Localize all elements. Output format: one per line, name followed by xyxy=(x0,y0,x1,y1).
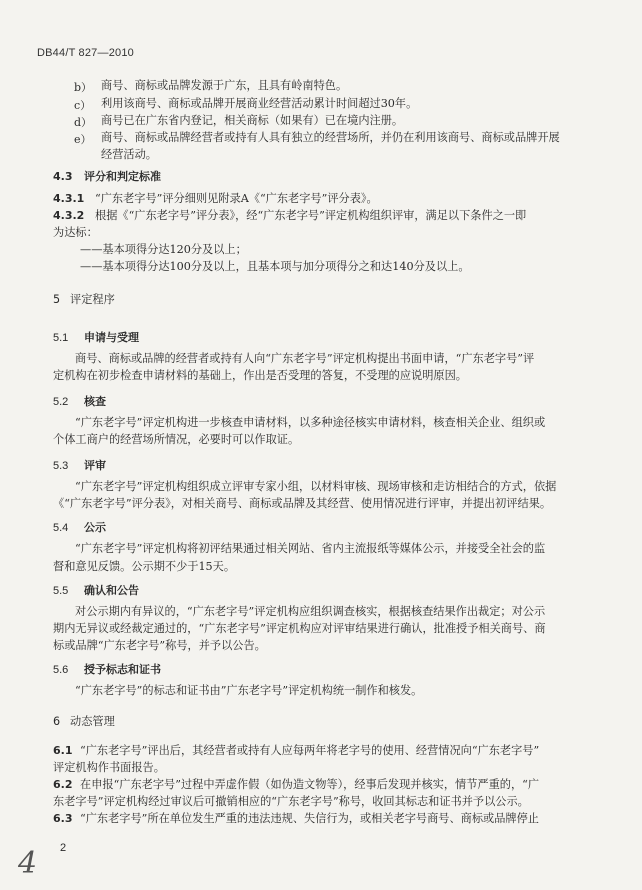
section-5-6-title: 授予标志和证书 xyxy=(84,663,161,676)
list-letter-c: c） xyxy=(74,99,92,112)
list-item-b: 商号、商标或品牌发源于广东，且具有岭南特色。 xyxy=(101,79,348,92)
section-5-title: 评定程序 xyxy=(70,293,115,306)
section-5-2-title: 核查 xyxy=(84,395,106,408)
page-number: 2 xyxy=(60,842,67,854)
section-5-3-line-1: “广东老字号”评定机构组织成立评审专家小组，以材料审核、现场审核和走访相结合的方式，依据 xyxy=(75,480,557,493)
clause-4-3-1-text: “广东老字号”评分细则见附录A《“广东老字号”评分表》。 xyxy=(95,192,378,205)
criterion-1: ——基本项得分达120分及以上； xyxy=(80,243,247,256)
section-5-1-title: 申请与受理 xyxy=(84,331,139,344)
clause-6-2-number: 6.2 xyxy=(53,778,73,791)
section-5-3-number: 5.3 xyxy=(53,460,69,472)
list-item-d: 商号已在广东省内登记，相关商标（如果有）已在境内注册。 xyxy=(101,114,404,127)
clause-6-2-line-1: 在申报“广东老字号”过程中弄虚作假（如伪造文物等），经事后发现并核实，情节严重的，“广 xyxy=(80,778,540,791)
section-4-3-title: 评分和判定标准 xyxy=(84,170,161,183)
section-5-3-line-2: 《“广东老字号”评分表》，对相关商号、商标或品牌及其经营、使用情况进行评审，并提出初评结果。 xyxy=(53,497,552,510)
clause-6-1-line-2: 评定机构作书面报告。 xyxy=(53,761,165,774)
section-5-4-line-1: “广东老字号”评定机构将初评结果通过相关网站、省内主流报纸等媒体公示，并接受全社会的监 xyxy=(75,542,546,555)
section-5-5-line-3: 标或品牌“广东老字号”称号，并予以公告。 xyxy=(53,639,266,652)
section-5-2-line-1: “广东老字号”评定机构进一步核查申请材料，以多种途径核实申请材料，核查相关企业、组织或 xyxy=(75,416,546,429)
list-item-e: 商号、商标或品牌经营者或持有人具有独立的经营场所，并仍在利用该商号、商标或品牌开展 xyxy=(101,131,560,144)
clause-6-1-line-1: “广东老字号”评出后，其经营者或持有人应每两年将老字号的使用、经营情况向“广东老字号” xyxy=(80,744,540,757)
clause-4-3-2-text: 根据《“广东老字号”评分表》，经“广东老字号”评定机构组织评审，满足以下条件之一即 xyxy=(95,209,527,222)
section-5-5-line-1: 对公示期内有异议的，“广东老字号”评定机构应组织调查核实，根据核查结果作出裁定；对公示 xyxy=(75,605,546,618)
section-5-2-line-2: 个体工商户的经营场所情况，必要时可以作取证。 xyxy=(53,433,300,446)
section-6-number: 6 xyxy=(53,715,61,728)
section-5-1-line-2: 定机构在初步检查申请材料的基础上，作出是否受理的答复，不受理的应说明原因。 xyxy=(53,369,467,382)
clause-6-1-number: 6.1 xyxy=(53,744,73,757)
clause-4-3-2-number: 4.3.2 xyxy=(53,209,85,222)
section-5-6-line-1: “广东老字号”的标志和证书由”广东老字号”评定机构统一制作和核发。 xyxy=(75,684,423,697)
section-5-2-number: 5.2 xyxy=(53,396,69,408)
criterion-2: ——基本项得分达100分及以上，且基本项与加分项得分之和达140分及以上。 xyxy=(80,260,470,273)
list-letter-d: d） xyxy=(74,116,93,129)
clause-4-3-2-text-cont: 为达标： xyxy=(53,226,98,239)
section-4-3-number: 4.3 xyxy=(53,170,73,183)
handwritten-page-mark: 4 xyxy=(18,846,38,881)
section-5-5-number: 5.5 xyxy=(53,585,69,597)
clause-4-3-1-number: 4.3.1 xyxy=(53,192,85,205)
section-5-4-line-2: 督和意见反馈。公示期不少于15天。 xyxy=(53,560,236,573)
section-5-3-title: 评审 xyxy=(84,459,106,472)
section-5-6-number: 5.6 xyxy=(53,664,69,676)
list-letter-b: b） xyxy=(74,81,93,94)
section-5-5-title: 确认和公告 xyxy=(84,584,139,597)
list-item-c: 利用该商号、商标或品牌开展商业经营活动累计时间超过30年。 xyxy=(101,97,418,110)
section-5-1-line-1: 商号、商标或品牌的经营者或持有人向“广东老字号”评定机构提出书面申请，“广东老字号”评 xyxy=(75,352,535,365)
section-6-title: 动态管理 xyxy=(70,715,115,728)
section-5-4-number: 5.4 xyxy=(53,522,69,534)
list-item-e-cont: 经营活动。 xyxy=(101,148,157,161)
section-5-4-title: 公示 xyxy=(84,521,106,534)
document-code: DB44/T 827—2010 xyxy=(37,47,134,59)
clause-6-3-number: 6.3 xyxy=(53,812,73,825)
section-5-5-line-2: 期内无异议或经裁定通过的，“广东老字号”评定机构应对评审结果进行确认，批准授予相关商号、商 xyxy=(53,622,546,635)
list-letter-e: e） xyxy=(74,133,92,146)
clause-6-3-line-1: “广东老字号”所在单位发生严重的违法违规、失信行为，或相关老字号商号、商标或品牌停止 xyxy=(80,812,539,825)
section-5-number: 5 xyxy=(53,293,61,306)
section-5-1-number: 5.1 xyxy=(53,332,69,344)
clause-6-2-line-2: 东老字号”评定机构经过审议后可撤销相应的“广东老字号”称号，收回其标志和证书并予以公示。 xyxy=(53,795,529,808)
